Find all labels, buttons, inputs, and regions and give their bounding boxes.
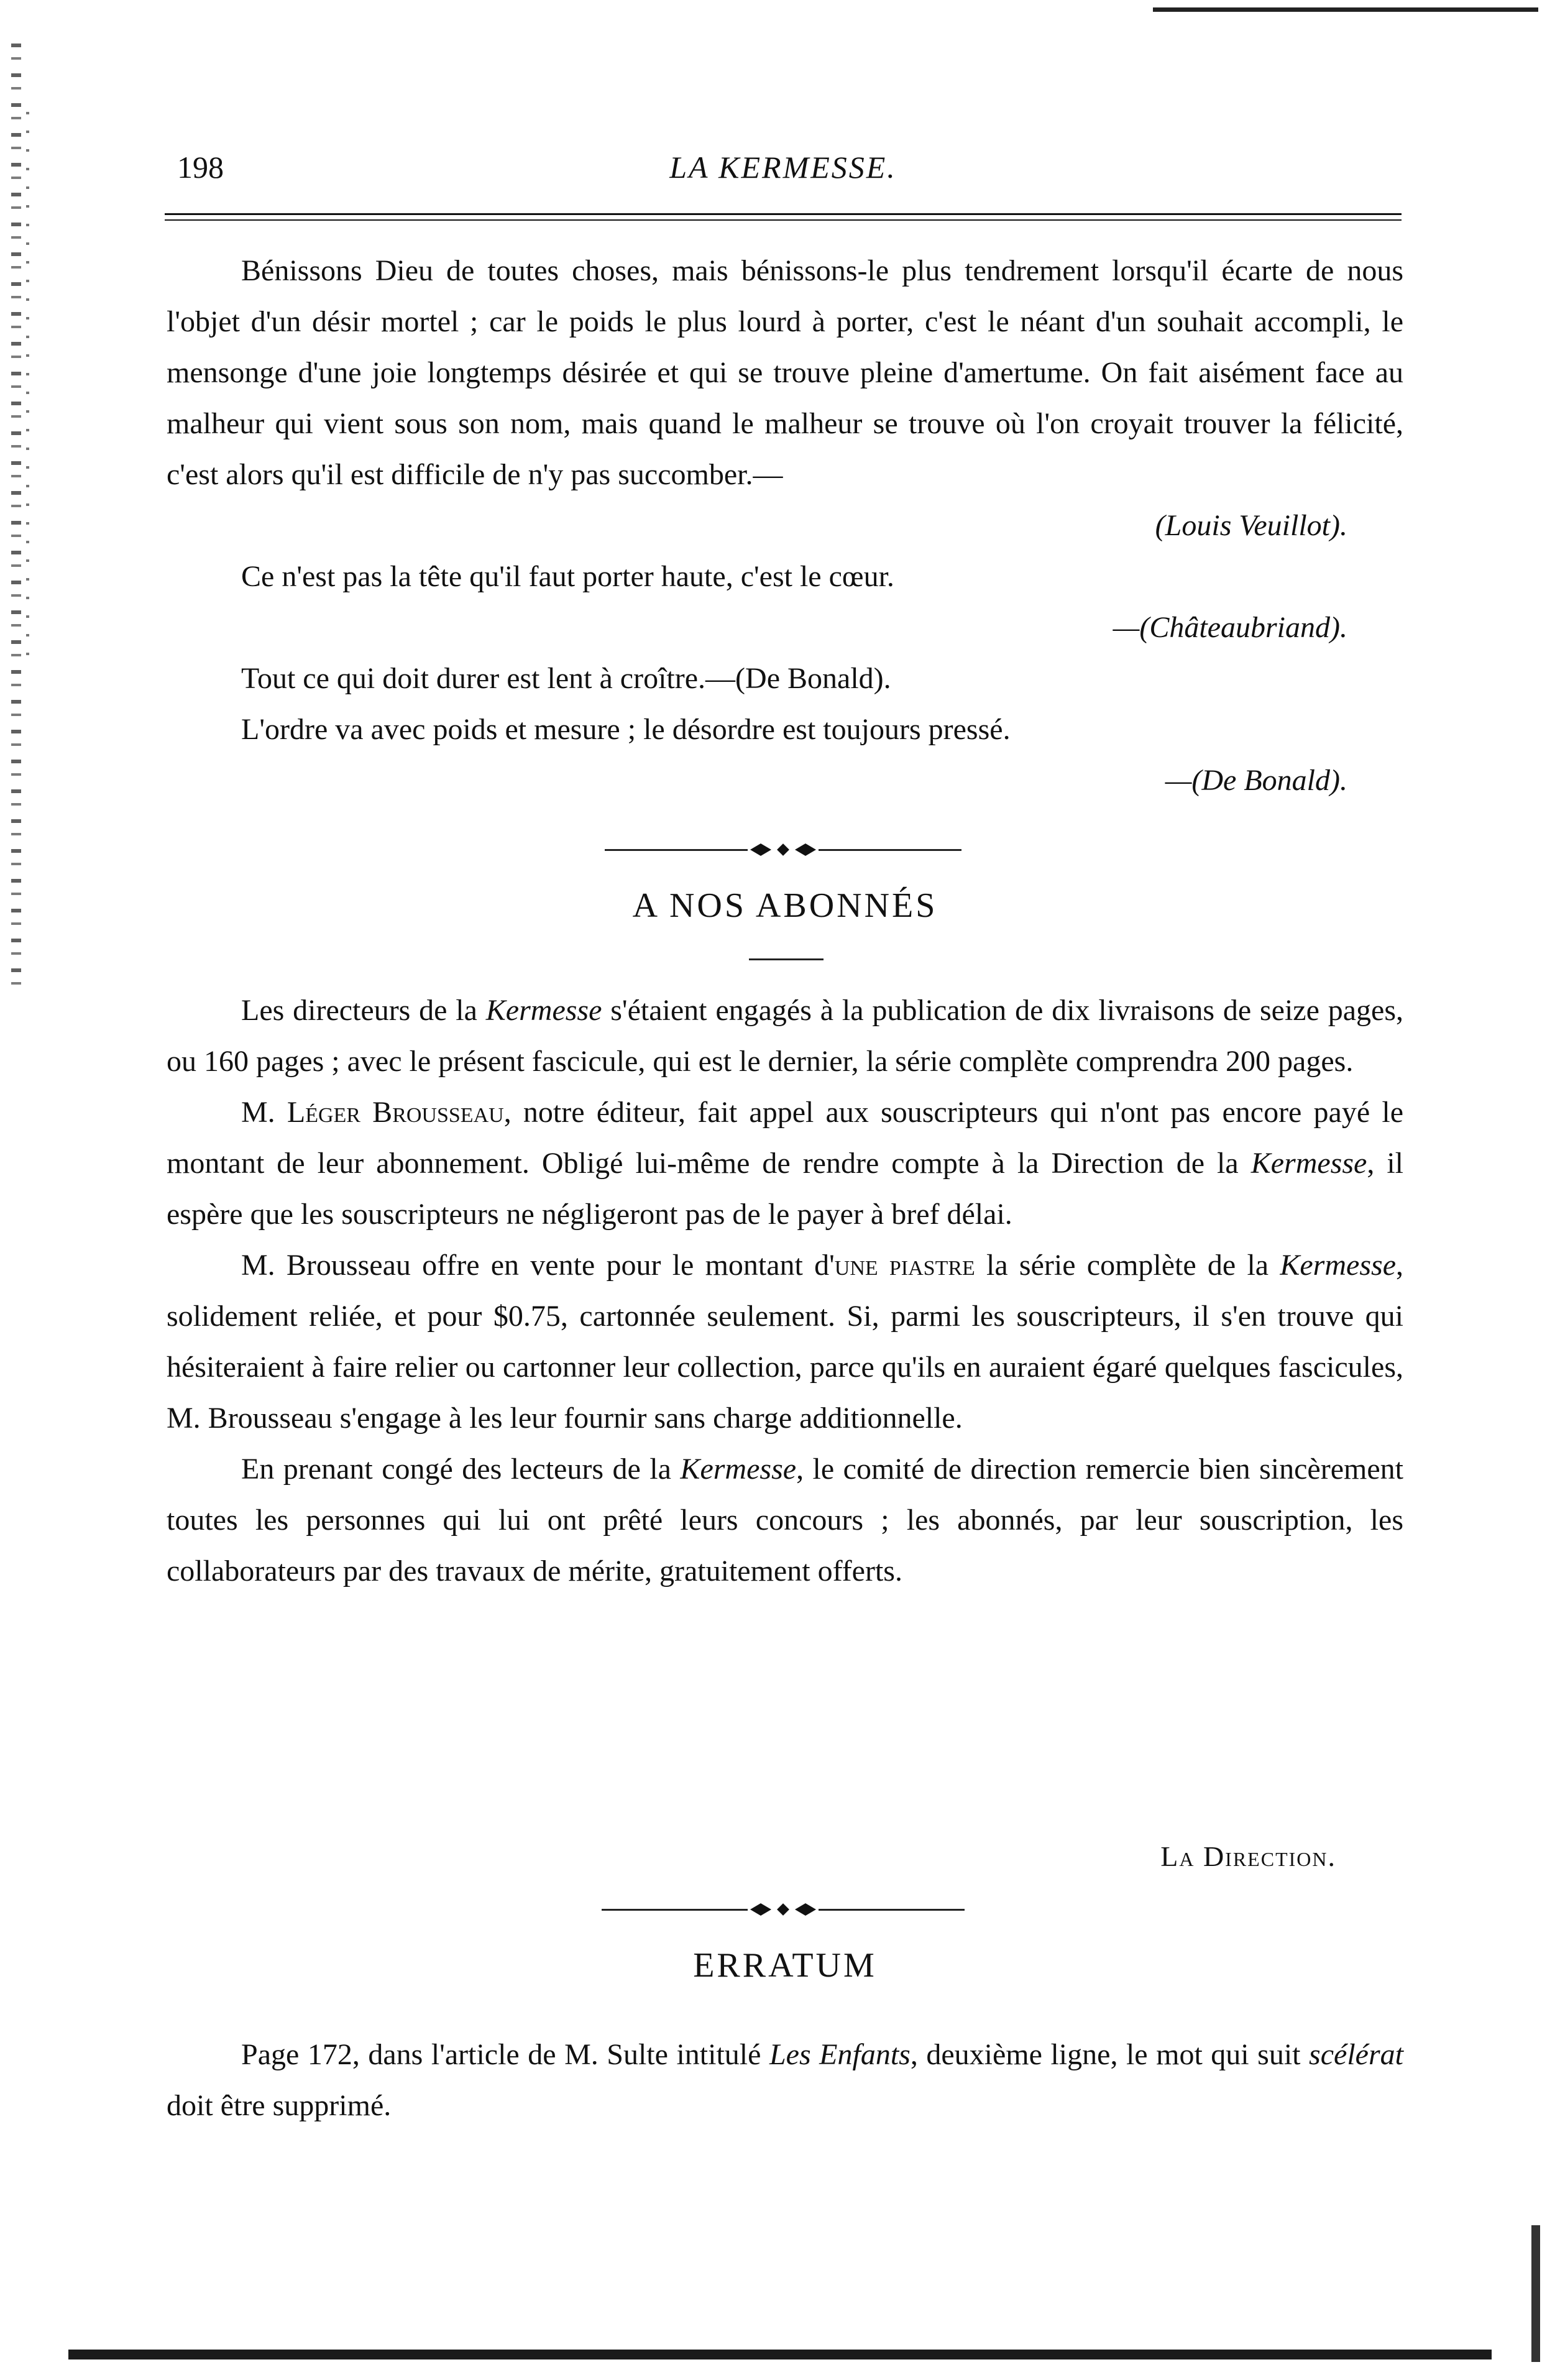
price-text: une piastre	[834, 1249, 975, 1282]
text-run: Les directeurs de la	[241, 994, 486, 1027]
ornament-dot	[777, 843, 789, 856]
text-run: M. Brousseau offre en vente pour le montant d'	[241, 1249, 835, 1282]
page-number: 198	[177, 150, 224, 185]
running-title: LA KERMESSE.	[669, 150, 897, 185]
article-title: Les Enfants	[769, 2038, 911, 2071]
ornament-diamond	[750, 1903, 771, 1916]
text-run: , il espère que les souscripteurs ne négligeront pas de le payer à bref délai.	[167, 1147, 1403, 1231]
text-run: , deuxième ligne, le mot qui suit	[910, 2038, 1310, 2071]
quote-bonald-2-attribution: —(De Bonald).	[1165, 764, 1347, 797]
ornament-diamond	[795, 843, 816, 856]
abonnes-paragraph-1	[167, 985, 1403, 1087]
section-ornament-2	[581, 1902, 985, 1917]
ornament-dot	[777, 1903, 789, 1916]
abonnes-section	[167, 985, 1403, 1597]
text-run: , le comité de direction remercie bien sincèrement toutes les personnes qui lui ont prêté leurs concours ; les abonnés, par leur souscription, les collaborateurs par des travaux de mérite, gratuitement offerts.	[167, 1453, 1403, 1587]
text-run: doit être supprimé.	[167, 2089, 392, 2122]
text-run: M.	[241, 1096, 287, 1129]
heading-rule	[749, 958, 824, 960]
text-run: la série complète de la	[975, 1249, 1280, 1282]
abonnes-heading: A NOS ABONNÉS	[632, 886, 938, 925]
header-double-rule	[165, 213, 1402, 221]
abonnes-paragraph-2	[167, 1087, 1403, 1240]
text-run: En prenant congé des lecteurs de la	[241, 1453, 681, 1486]
quote-veuillot-attribution: (Louis Veuillot).	[1155, 509, 1347, 542]
quote-chateaubriand: Ce n'est pas la tête qu'il faut porter haute, c'est le cœur.	[241, 560, 894, 593]
publisher-name: Léger Brousseau	[287, 1096, 504, 1129]
ornament-line-right	[819, 1909, 965, 1911]
scan-edge-bottom	[68, 2350, 1492, 2359]
abonnes-paragraph-3	[167, 1240, 1403, 1444]
quote-bonald-1: Tout ce qui doit durer est lent à croître.—(De Bonald).	[241, 662, 891, 695]
erratum-section	[167, 2029, 1403, 2131]
erratum-word: scélérat	[1309, 2038, 1403, 2071]
direction-signature: La Direction.	[1160, 1840, 1336, 1872]
quote-veuillot: Bénissons Dieu de toutes choses, mais bénissons-le plus tendrement lorsqu'il écarte de nous l'objet d'un désir mortel ; car le poids le plus lourd à porter, c'est le néant d'un souhait accompli, le mensonge d'une joie longtemps désirée et qui se trouve pleine d'amertume. On fait aisément face au malheur qui vient sous son nom, mais quand le malheur se trouve où l'on croyait trouver la félicité, c'est alors qu'il est difficile de n'y pas succomber.—	[167, 254, 1403, 491]
ornament-line-right	[819, 849, 961, 851]
quote-chateaubriand-attribution: —(Châteaubriand).	[1113, 611, 1347, 644]
journal-title: Kermesse	[485, 994, 602, 1027]
section-ornament	[559, 842, 1007, 857]
journal-title: Kermesse	[1250, 1147, 1367, 1180]
scan-binding-marks-inner	[26, 112, 29, 659]
scan-edge-top	[1153, 7, 1538, 12]
ornament-diamond	[795, 1903, 816, 1916]
page-header	[177, 149, 1389, 193]
text-run: , solidement reliée, et pour $0.75, cartonnée seulement. Si, parmi les souscripteurs, il s'en trouve qui hésiteraient à faire relier ou cartonner leur collection, parce qu'ils en auraient égaré quelques fascicules, M. Brousseau s'engage à les leur fournir sans charge additionnelle.	[167, 1249, 1403, 1435]
text-run: Page 172, dans l'article de M. Sulte intitulé	[241, 2038, 769, 2071]
quote-bonald-2: L'ordre va avec poids et mesure ; le désordre est toujours pressé.	[241, 713, 1011, 746]
ornament-diamond	[750, 843, 771, 856]
erratum-heading: ERRATUM	[693, 1946, 877, 1985]
text-run: , notre éditeur, fait appel aux souscripteurs qui n'ont pas encore payé le montant de leur abonnement. Obligé lui-même de rendre compte à la Direction de la	[167, 1096, 1404, 1180]
journal-title: Kermesse	[1280, 1249, 1396, 1282]
ornament-line-left	[602, 1909, 748, 1911]
quotations-section	[167, 246, 1403, 806]
scan-binding-marks	[11, 44, 21, 988]
abonnes-paragraph-4	[167, 1444, 1403, 1597]
text-run: s'étaient engagés à la publication de dix livraisons de seize pages, ou 160 pages ; avec le présent fascicule, qui est le dernier, la série complète comprendra 200 pages.	[167, 994, 1404, 1078]
scan-edge-right	[1531, 2225, 1540, 2362]
journal-title: Kermesse	[680, 1453, 797, 1486]
erratum-text	[167, 2029, 1403, 2131]
ornament-line-left	[605, 849, 748, 851]
